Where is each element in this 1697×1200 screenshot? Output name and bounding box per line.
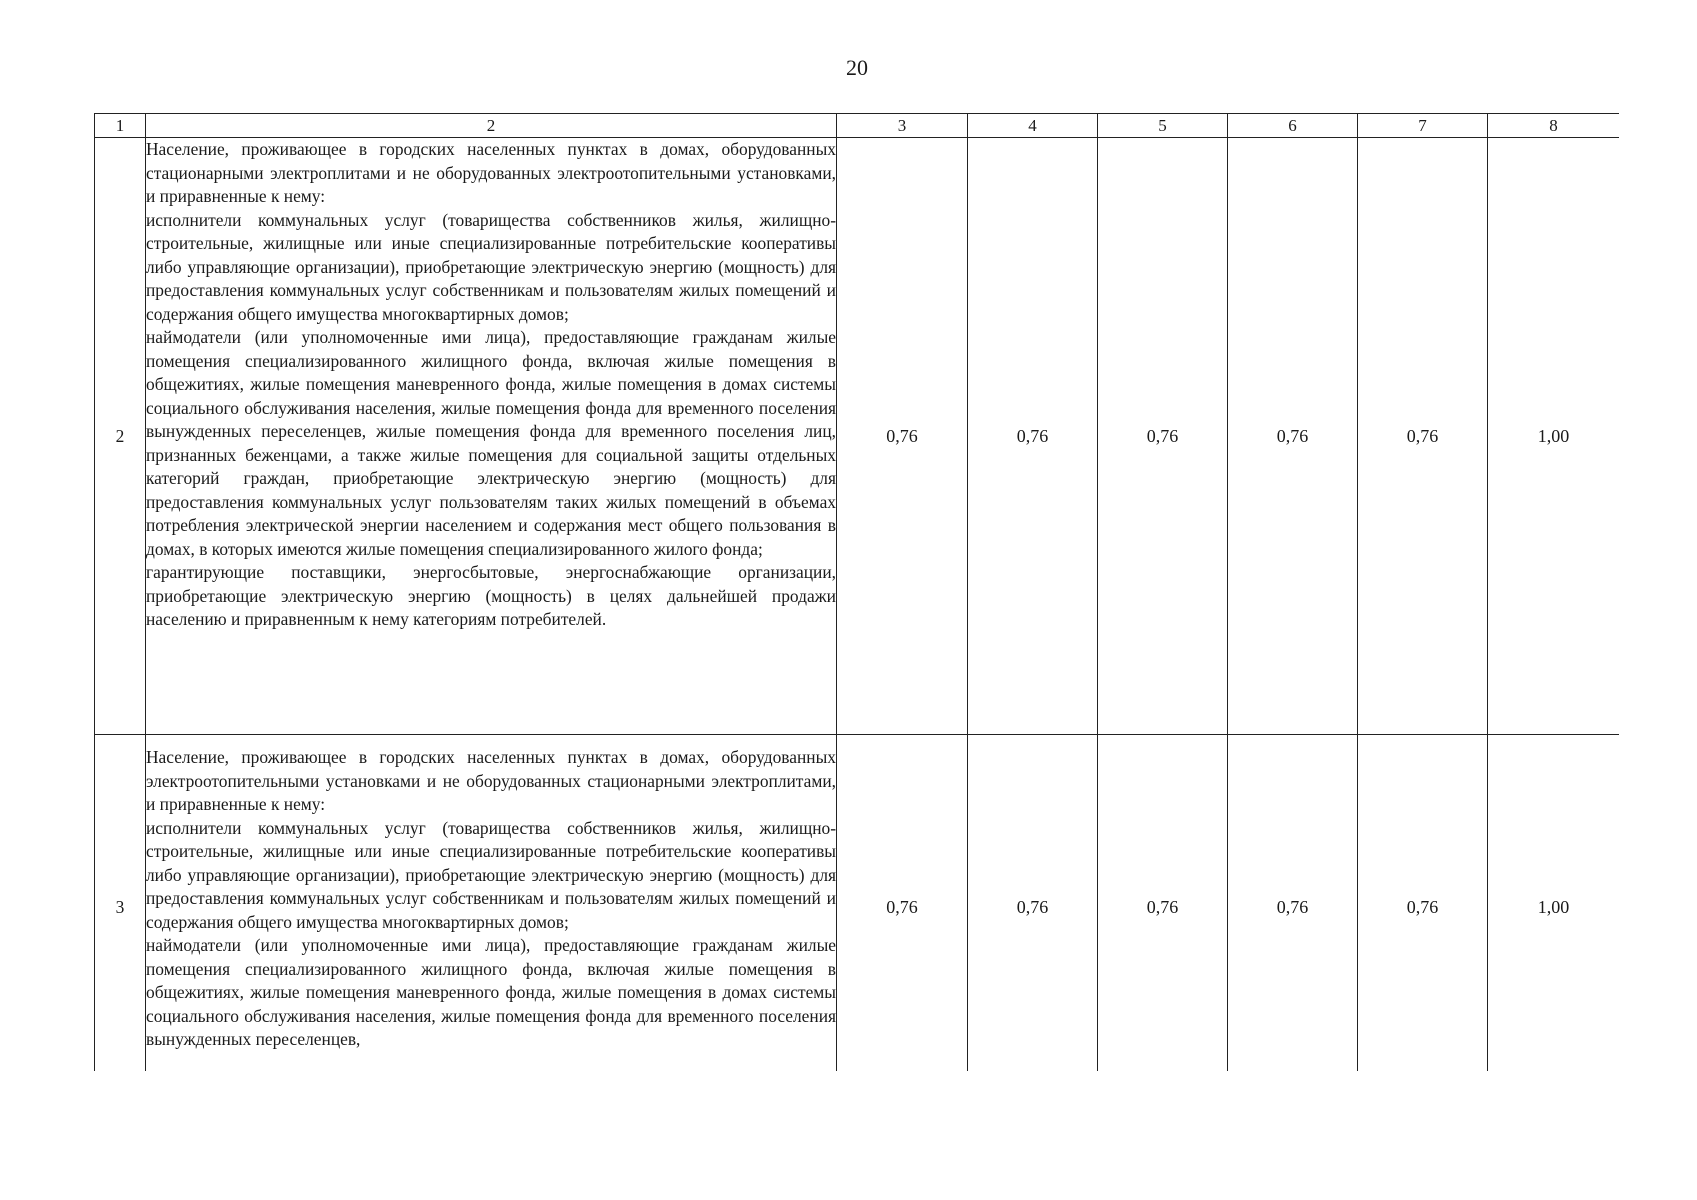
column-header: 6 [1228, 114, 1358, 138]
value-cell: 0,76 [837, 735, 968, 1072]
description-paragraph: гарантирующие поставщики, энергосбытовые, энергоснабжающие организации, приобретающие электрическую энергию (мощность) в целях дальнейшей продажи населению и приравненным к нему категориям потребителей. [146, 562, 836, 629]
row-description [146, 735, 837, 1072]
table-header-row [95, 114, 1620, 138]
description-paragraph: Население, проживающее в городских населенных пунктах в домах, оборудованных стационарными электроплитами и не оборудованных электроотопительными установками, и приравненные к нему: [146, 139, 836, 206]
value-cell: 0,76 [1358, 735, 1488, 1072]
table-row [95, 735, 1620, 1072]
page-number: 20 [846, 55, 868, 80]
value-cell: 0,76 [1228, 735, 1358, 1072]
column-header: 2 [146, 114, 837, 138]
column-header: 3 [837, 114, 968, 138]
description-paragraph: исполнители коммунальных услуг (товарищества собственников жилья, жилищно-строительные, жилищные или иные специализированные потребительские кооперативы либо управляющие организации), приобретающие электрическую энергию (мощность) для предоставления коммунальных услуг собственникам и пользователям жилых помещений и содержания общего имущества многоквартирных домов; [146, 209, 836, 324]
column-header: 4 [968, 114, 1098, 138]
value-cell: 0,76 [837, 138, 968, 735]
table-container [94, 113, 1619, 1071]
table-row [95, 138, 1620, 735]
value-cell: 1,00 [1488, 735, 1620, 1072]
value-cell: 0,76 [1228, 138, 1358, 735]
description-paragraph: наймодатели (или уполномоченные ими лица), предоставляющие гражданам жилые помещения специализированного жилищного фонда, включая жилые помещения в общежитиях, жилые помещения маневренного фонда, жилые помещения в домах системы социального обслуживания населения, жилые помещения фонда для временного поселения вынужденных переселенцев, [146, 935, 836, 1049]
value-cell: 0,76 [968, 138, 1098, 735]
description-paragraph: исполнители коммунальных услуг (товарищества собственников жилья, жилищно-строительные, жилищные или иные специализированные потребительские кооперативы либо управляющие организации), приобретающие электрическую энергию (мощность) для предоставления коммунальных услуг собственникам и пользователям жилых помещений и содержания общего имущества многоквартирных домов; [146, 817, 836, 932]
value-cell: 0,76 [1358, 138, 1488, 735]
value-cell: 0,76 [1098, 735, 1228, 1072]
row-description [146, 138, 837, 735]
description-paragraph: Население, проживающее в городских населенных пунктах в домах, оборудованных электроотопительными установками и не оборудованных стационарными электроплитами, и приравненные к нему: [146, 747, 836, 814]
column-header: 1 [95, 114, 146, 138]
value-cell: 0,76 [968, 735, 1098, 1072]
column-header: 7 [1358, 114, 1488, 138]
description-paragraph: наймодатели (или уполномоченные ими лица), предоставляющие гражданам жилые помещения специализированного жилищного фонда, включая жилые помещения в общежитиях, жилые помещения маневренного фонда, жилые помещения в домах системы социального обслуживания населения, жилые помещения фонда для временного поселения вынужденных переселенцев, жилые помещения фонда для временного поселения лиц, признанных беженцами, а также жилые помещения для социальной защиты отдельных категорий граждан, приобретающие электрическую энергию (мощность) для предоставления коммунальных услуг пользователям таких жилых помещений в объемах потребления электрической энергии населением и содержания мест общего пользования в домах, в которых имеются жилые помещения специализированного жилого фонда; [146, 327, 836, 559]
value-cell: 1,00 [1488, 138, 1620, 735]
value-cell: 0,76 [1098, 138, 1228, 735]
row-number: 3 [95, 735, 146, 1072]
column-header: 5 [1098, 114, 1228, 138]
column-header: 8 [1488, 114, 1620, 138]
tariff-table [94, 113, 1619, 1071]
row-number: 2 [95, 138, 146, 735]
